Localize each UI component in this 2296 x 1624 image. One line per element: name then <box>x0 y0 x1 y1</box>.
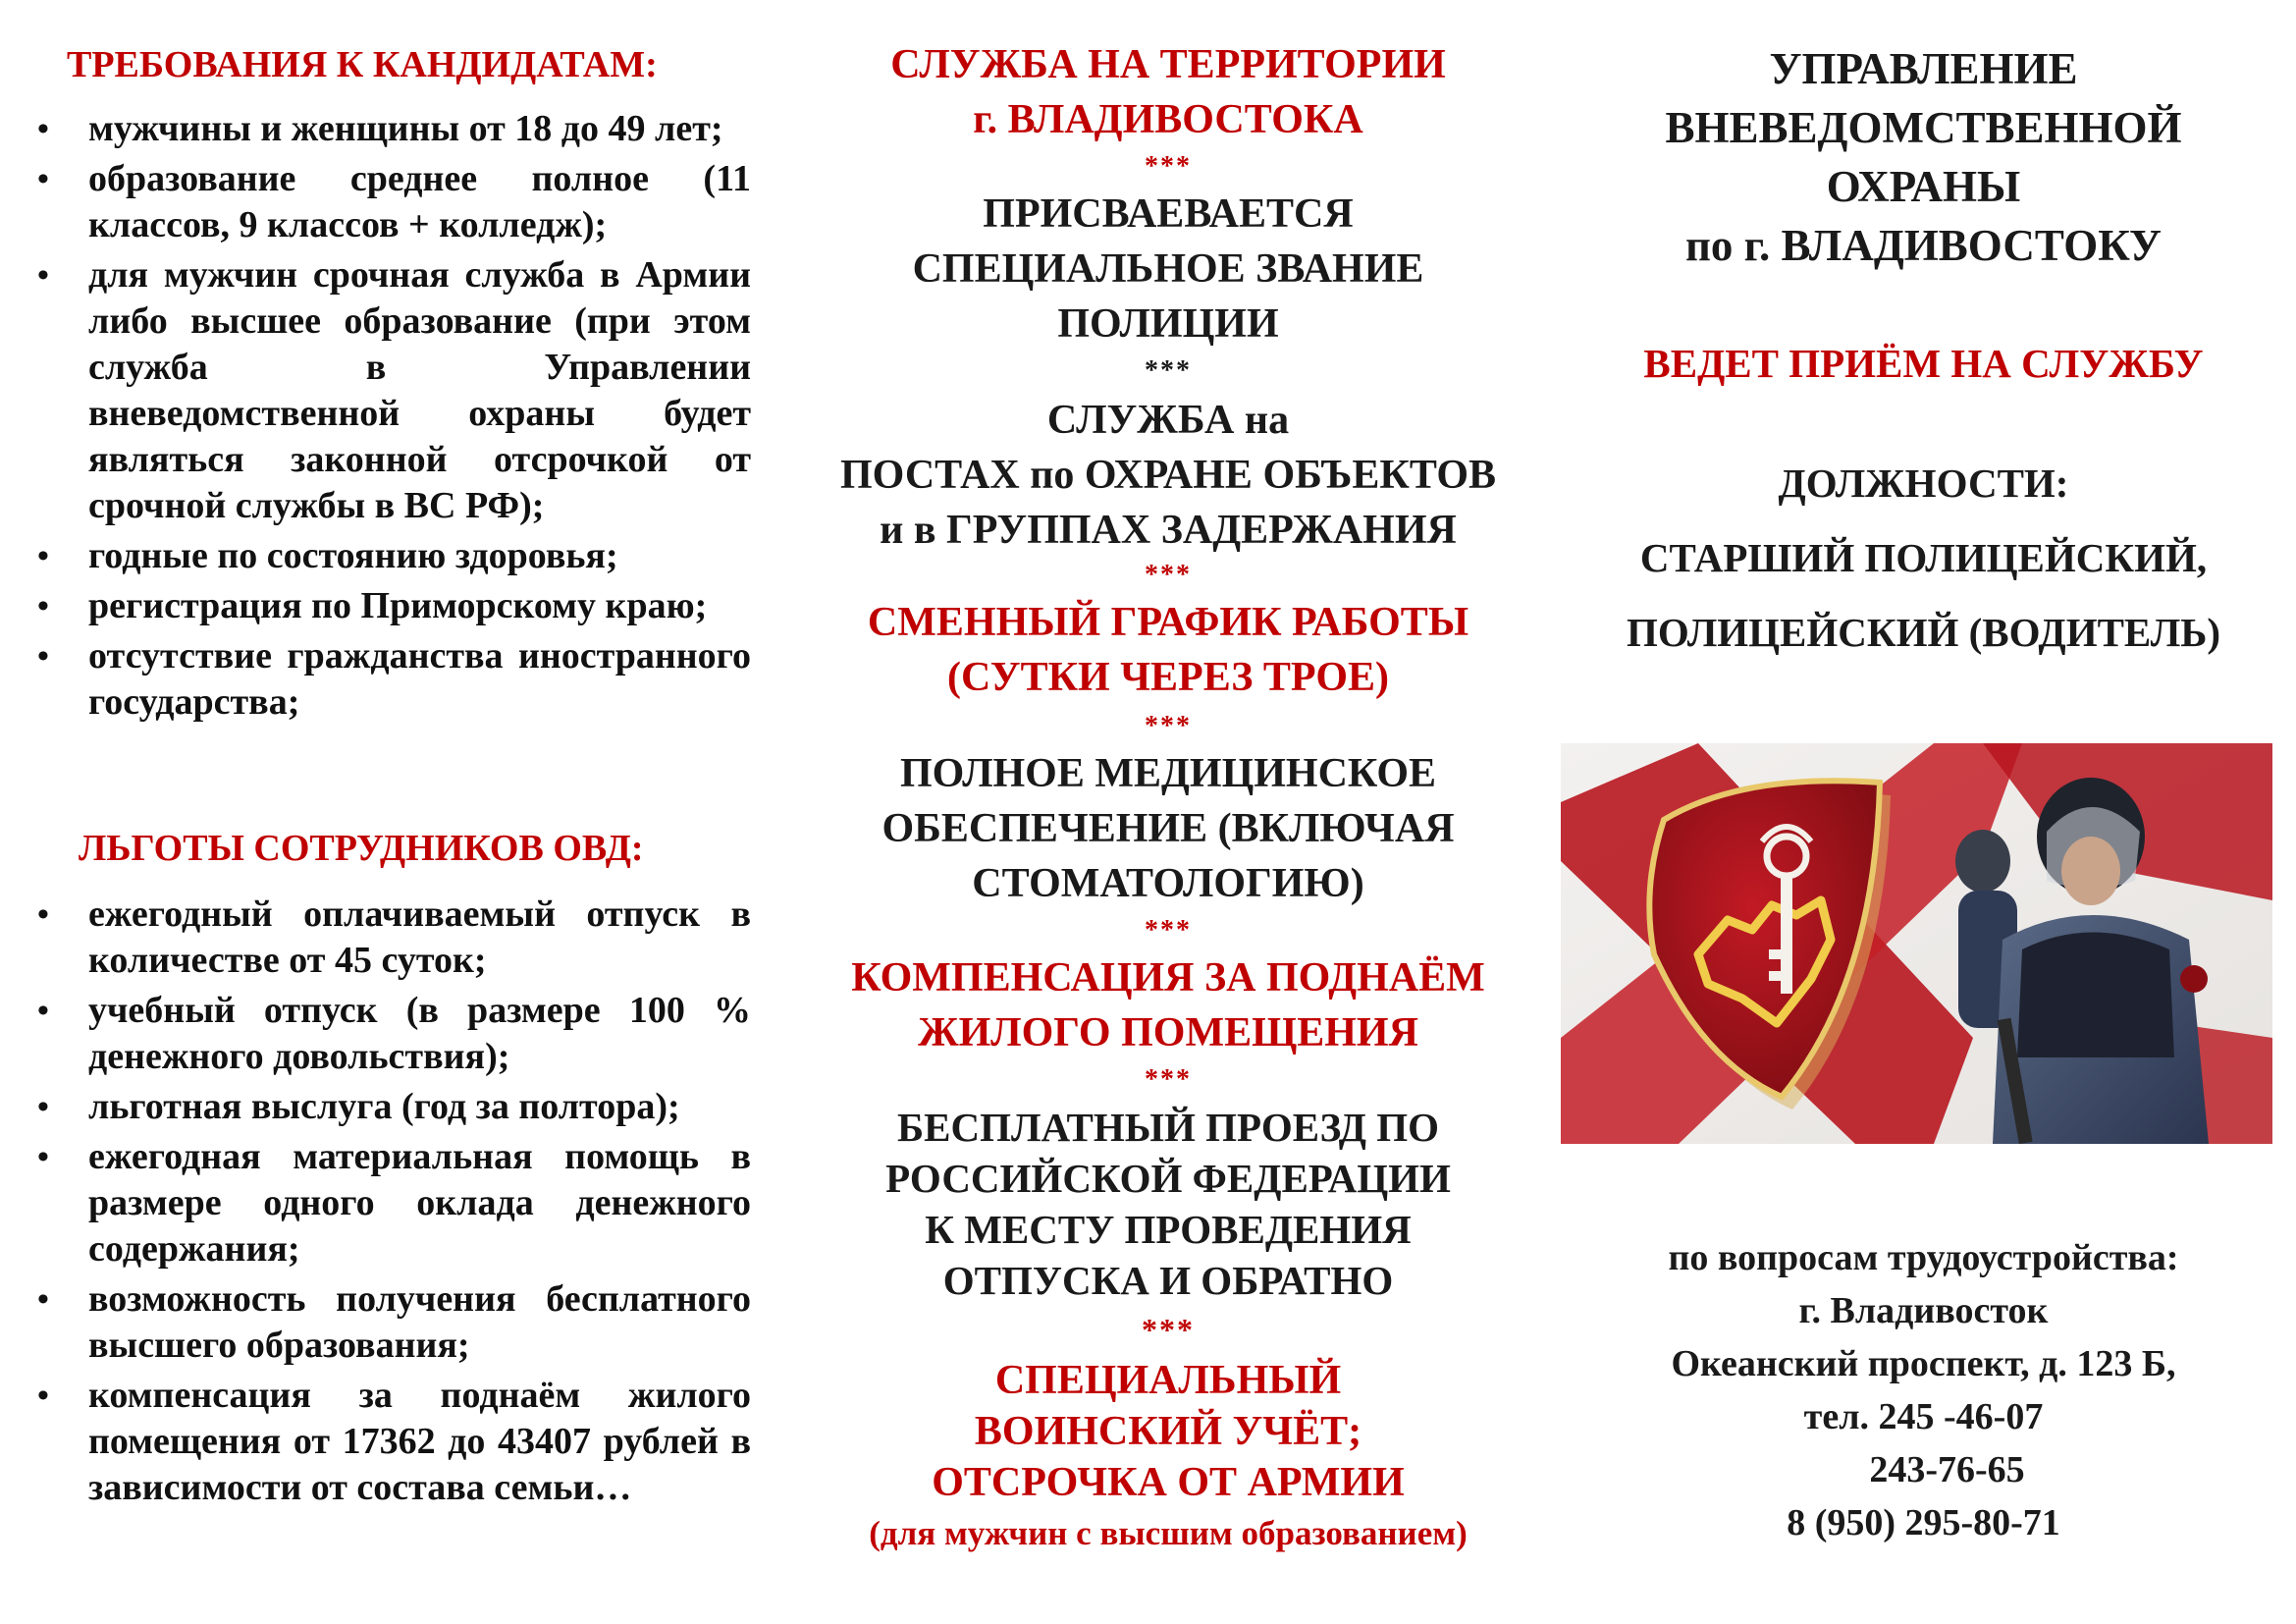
list-item: • компенсация за поднаём жилого помещения от 17362 до 43407 рублей в зависимости от состава семьи… <box>0 1373 785 1511</box>
service-territory: СЛУЖБА НА ТЕРРИТОРИИ г. ВЛАДИВОСТОКА <box>890 42 1446 142</box>
list-item: • возможность получения бесплатного высшего образования; <box>0 1276 785 1369</box>
contacts <box>1551 1231 2296 1549</box>
organization-title: УПРАВЛЕНИЕ ВНЕВЕДОМСТВЕННОЙ ОХРАНЫ по г. ВЛАДИВОСТОКУ <box>1665 44 2182 270</box>
medical-care: ПОЛНОЕ МЕДИЦИНСКОЕ ОБЕСПЕЧЕНИЕ (ВКЛЮЧАЯ СТОМАТОЛОГИЮ) <box>881 751 1455 906</box>
benefits-list <box>0 892 785 1515</box>
list-item: • мужчины и женщины от 18 до 49 лет; <box>0 106 785 152</box>
contact-phone: тел. 245 -46-07 <box>1803 1396 2044 1437</box>
military-registration: СПЕЦИАЛЬНЫЙ ВОИНСКИЙ УЧЁТ; ОТСРОЧКА ОТ АРМИИ <box>932 1358 1405 1505</box>
military-note: (для мужчин с высшим образованием) <box>869 1514 1468 1552</box>
separator-stars: *** <box>1145 560 1192 590</box>
special-rank: ПРИСВАЕВАЕТСЯ СПЕЦИАЛЬНОЕ ЗВАНИЕ ПОЛИЦИИ <box>912 191 1424 347</box>
contact-phone: 8 (950) 295-80-71 <box>1787 1502 2060 1543</box>
positions-title: ДОЛЖНОСТИ: <box>1778 460 2069 506</box>
contact-title: по вопросам трудоустройства: <box>1668 1237 2179 1278</box>
requirements-title: ТРЕБОВАНИЯ К КАНДИДАТАМ: <box>67 44 658 85</box>
separator-stars: *** <box>1145 151 1192 182</box>
list-item: • годные по состоянию здоровья; <box>0 533 785 579</box>
housing-compensation: КОМПЕНСАЦИЯ ЗА ПОДНАЁМ ЖИЛОГО ПОМЕЩЕНИЯ <box>851 955 1485 1056</box>
separator-stars: *** <box>1142 1312 1195 1347</box>
separator-stars: *** <box>1145 711 1192 741</box>
list-item: • льготная выслуга (год за полтора); <box>0 1084 785 1130</box>
positions <box>1551 446 2296 670</box>
list-item: • ежегодная материальная помощь в размере одного оклада денежного содержания; <box>0 1134 785 1272</box>
free-travel: БЕСПЛАТНЫЙ ПРОЕЗД ПО РОССИЙСКОЙ ФЕДЕРАЦИИ К МЕСТУ ПРОВЕДЕНИЯ ОТПУСКА И ОБРАТНО <box>885 1105 1451 1303</box>
requirements-list <box>0 106 785 730</box>
separator-stars: *** <box>1145 915 1192 946</box>
list-item: • ежегодный оплачиваемый отпуск в количестве от 45 суток; <box>0 892 785 984</box>
contact-phone: 243-76-65 <box>1869 1449 2025 1490</box>
emblem-photo <box>1561 743 2272 1144</box>
list-item: • регистрация по Приморскому краю; <box>0 583 785 629</box>
list-item: • отсутствие гражданства иностранного государства; <box>0 633 785 726</box>
posts-service: СЛУЖБА на ПОСТАХ по ОХРАНЕ ОБЪЕКТОВ и в ГРУППАХ ЗАДЕРЖАНИЯ <box>839 398 1497 553</box>
list-item: • для мужчин срочная служба в Армии либо высшее образование (при этом служба в Управлении вневедомственной охраны будет являться законной отсрочкой от срочной службы в ВС РФ); <box>0 252 785 529</box>
position-item: СТАРШИЙ ПОЛИЦЕЙСКИЙ, <box>1639 535 2208 580</box>
list-item: • образование среднее полное (11 классов, 9 классов + колледж); <box>0 156 785 248</box>
contact-address: Океанский проспект, д. 123 Б, <box>1671 1343 2176 1384</box>
list-item: • учебный отпуск (в размере 100 % денежного довольствия); <box>0 988 785 1080</box>
shift-schedule: СМЕННЫЙ ГРАФИК РАБОТЫ (СУТКИ ЧЕРЕЗ ТРОЕ) <box>867 600 1469 700</box>
separator-stars: *** <box>1145 355 1192 386</box>
emblem-illustration <box>1561 743 2272 1144</box>
separator-stars: *** <box>1145 1064 1192 1095</box>
contact-city: г. Владивосток <box>1798 1290 2049 1331</box>
benefits-title: ЛЬГОТЫ СОТРУДНИКОВ ОВД: <box>79 828 644 869</box>
position-item: ПОЛИЦЕЙСКИЙ (ВОДИТЕЛЬ) <box>1626 610 2221 655</box>
hiring-heading: ВЕДЕТ ПРИЁМ НА СЛУЖБУ <box>1643 341 2204 386</box>
